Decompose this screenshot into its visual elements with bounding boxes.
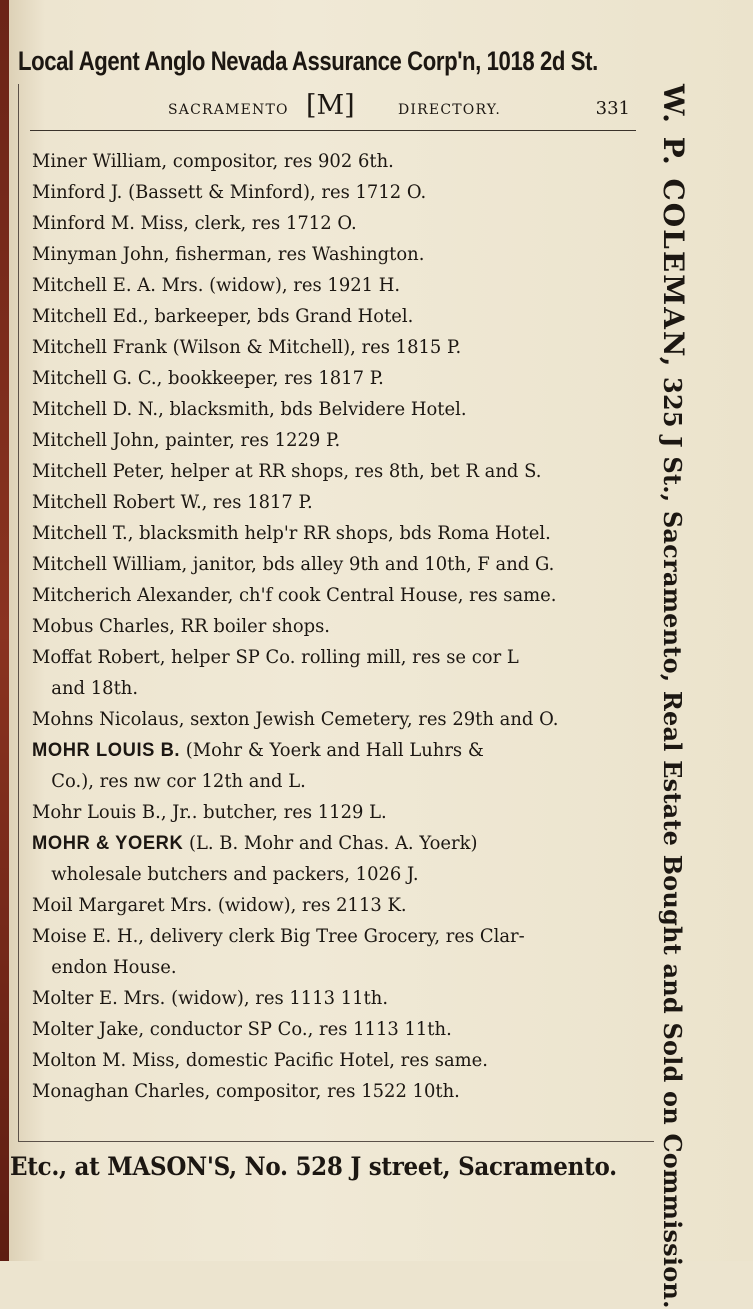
directory-entry	[32, 890, 617, 921]
directory-entry	[32, 270, 617, 301]
entry-text: Mitchell Peter, helper at RR shops, res 8th, bet R and S.	[32, 461, 542, 482]
header-rule	[30, 130, 636, 131]
entry-bold-name: MOHR LOUIS B.	[32, 740, 181, 761]
entry-text: Mitcherich Alexander, ch'f cook Central House, res same.	[32, 585, 557, 606]
directory-entry	[32, 1014, 617, 1045]
running-header	[30, 88, 634, 126]
entry-continuation: and 18th.	[51, 678, 139, 699]
directory-entry	[32, 425, 617, 456]
directory-entry	[32, 332, 617, 363]
entry-text: Mitchell Ed., barkeeper, bds Grand Hotel.	[32, 306, 414, 327]
directory-entry	[32, 580, 617, 611]
directory-entry	[32, 549, 617, 580]
entry-text: (L. B. Mohr and Chas. A. Yoerk)	[183, 833, 478, 854]
directory-entry	[32, 828, 617, 890]
directory-entry	[32, 363, 617, 394]
entry-text: Mitchell Frank (Wilson & Mitchell), res 1815 P.	[32, 337, 462, 358]
entry-continuation: endon House.	[51, 957, 177, 978]
directory-entry	[32, 208, 617, 239]
header-letter: [M]	[306, 90, 355, 121]
directory-entry	[32, 704, 617, 735]
side-ad-name: W. P. COLEMAN,	[657, 84, 690, 369]
entry-text: Molton M. Miss, domestic Pacific Hotel, res same.	[32, 1050, 488, 1071]
entry-text: Mitchell John, painter, res 1229 P.	[32, 430, 341, 451]
directory-entry	[32, 1076, 617, 1107]
directory-entry	[32, 642, 617, 704]
entry-text: Monaghan Charles, compositor, res 1522 10th.	[32, 1081, 460, 1102]
frame-bottom-rule	[18, 1141, 654, 1142]
header-city: SACRAMENTO	[168, 102, 289, 118]
side-advertisement	[657, 84, 690, 1309]
directory-entries	[32, 146, 638, 1107]
entry-text: Miner William, compositor, res 902 6th.	[32, 151, 394, 172]
entry-text: Mohr Louis B., Jr.. butcher, res 1129 L.	[32, 802, 387, 823]
entry-text: Minford M. Miss, clerk, res 1712 O.	[32, 213, 357, 234]
entry-text: Minford J. (Bassett & Minford), res 1712 O.	[32, 182, 427, 203]
entry-bold-name: MOHR & YOERK	[32, 833, 184, 854]
entry-text: Moise E. H., delivery clerk Big Tree Grocery, res Clar-	[32, 926, 525, 947]
directory-entry	[32, 921, 617, 983]
entry-text: Mitchell G. C., bookkeeper, res 1817 P.	[32, 368, 384, 389]
bottom-advertisement: Etc., at MASON'S, No. 528 J street, Sacramento.	[10, 1152, 617, 1181]
directory-entry	[32, 735, 617, 797]
directory-entry	[32, 1045, 617, 1076]
directory-entry	[32, 394, 617, 425]
header-directory: DIRECTORY.	[398, 102, 502, 118]
frame-left-rule	[18, 84, 19, 1142]
entry-text: Mitchell T., blacksmith help'r RR shops, bds Roma Hotel.	[32, 523, 551, 544]
entry-text: Mitchell William, janitor, bds alley 9th and 10th, F and G.	[32, 554, 555, 575]
directory-entry	[32, 797, 617, 828]
entry-text: Mohns Nicolaus, sexton Jewish Cemetery, res 29th and O.	[32, 709, 559, 730]
directory-entry	[32, 487, 617, 518]
directory-entry	[32, 177, 617, 208]
entry-text: Molter Jake, conductor SP Co., res 1113 11th.	[32, 1019, 452, 1040]
page-number: 331	[595, 98, 630, 119]
book-spine-edge	[0, 0, 9, 1261]
entry-text: Mobus Charles, RR boiler shops.	[32, 616, 331, 637]
directory-entry	[32, 518, 617, 549]
entry-text: Molter E. Mrs. (widow), res 1113 11th.	[32, 988, 389, 1009]
directory-entry	[32, 301, 617, 332]
entry-text: Moil Margaret Mrs. (widow), res 2113 K.	[32, 895, 407, 916]
directory-entry	[32, 146, 617, 177]
entry-text: Moffat Robert, helper SP Co. rolling mill, res se cor L	[32, 647, 519, 668]
entry-continuation: Co.), res nw cor 12th and L.	[51, 771, 306, 792]
top-advertisement: Local Agent Anglo Nevada Assurance Corp'n, 1018 2d St.	[18, 46, 598, 76]
directory-entry	[32, 456, 617, 487]
directory-entry	[32, 239, 617, 270]
entry-text: Mitchell E. A. Mrs. (widow), res 1921 H.	[32, 275, 401, 296]
entry-text: Mitchell D. N., blacksmith, bds Belvidere Hotel.	[32, 399, 467, 420]
side-ad-text: 325 J St., Sacramento, Real Estate Bought and Sold on Commission.	[658, 377, 687, 1309]
directory-entry	[32, 611, 617, 642]
entry-text: Minyman John, fisherman, res Washington.	[32, 244, 425, 265]
entry-text: Mitchell Robert W., res 1817 P.	[32, 492, 313, 513]
directory-entry	[32, 983, 617, 1014]
entry-continuation: wholesale butchers and packers, 1026 J.	[51, 864, 419, 885]
entry-text: (Mohr & Yoerk and Hall Luhrs &	[180, 740, 484, 761]
